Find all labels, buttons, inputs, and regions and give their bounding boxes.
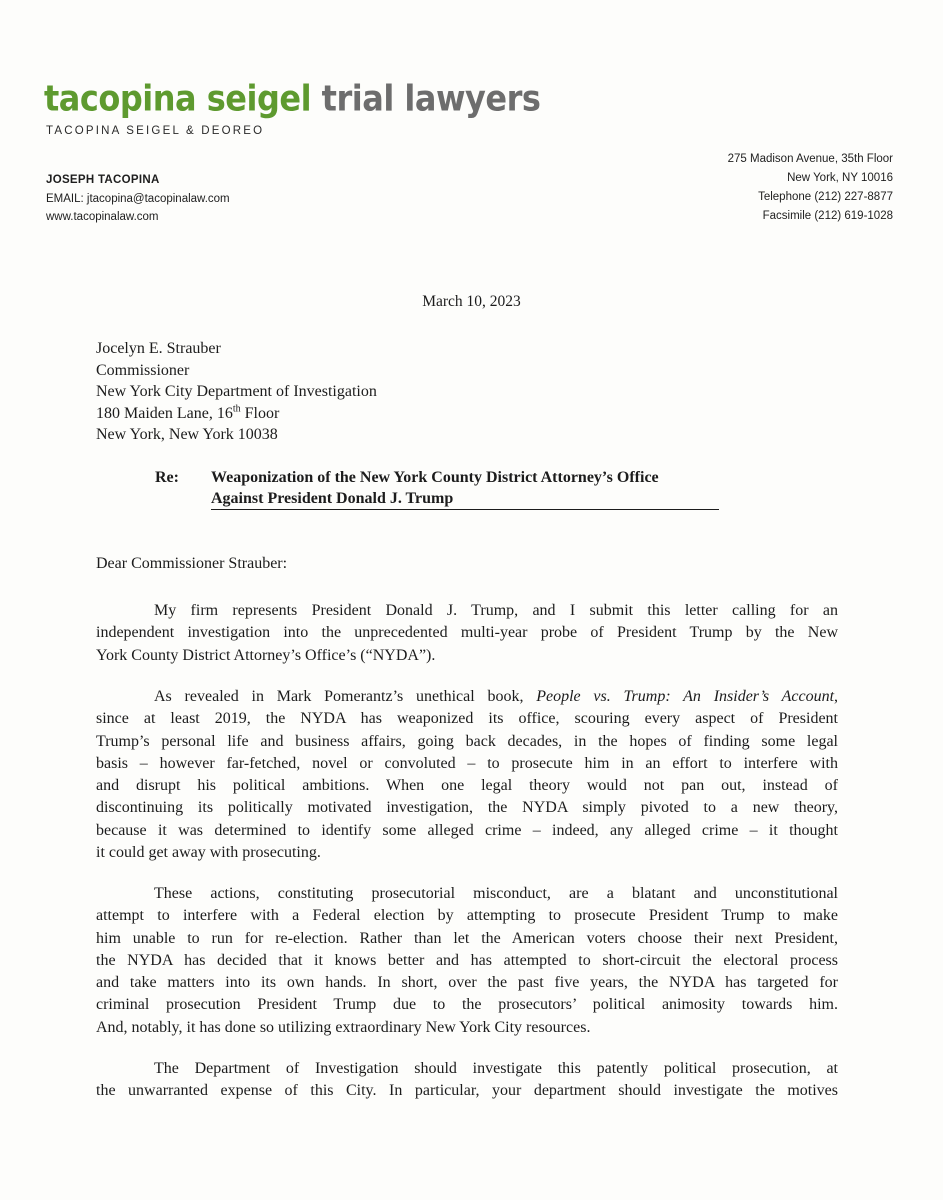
logo-text-secondary: trial lawyers: [321, 76, 541, 120]
street-ordinal: th: [232, 403, 241, 415]
paragraph-line: Trump’s personal life and business affairs, going back decades, in the hopes of finding some legal: [96, 732, 838, 750]
street-text-end: Floor: [240, 404, 280, 422]
paragraph-line: attempt to interfere with a Federal election by attempting to prosecute President Trump to make: [96, 907, 838, 925]
letter-date: March 10, 2023: [422, 293, 521, 310]
firm-name: TACOPINA SEIGEL & DEOREO: [46, 125, 265, 137]
recipient-city: New York, New York 10038: [96, 426, 278, 443]
recipient-organization: New York City Department of Investigation: [96, 383, 377, 400]
paragraph-line: independent investigation into the unprecedented multi-year probe of President Trump by the New: [96, 624, 838, 642]
book-title: People vs. Trump: An Insider’s Account: [536, 688, 835, 705]
subject-text: [211, 467, 719, 510]
paragraph-3: [96, 883, 838, 1039]
paragraph-line: him unable to run for re-election. Rather than let the American voters choose their next President,: [96, 929, 838, 947]
paragraph-line: the unwarranted expense of this City. In particular, your department should investigate the motives: [96, 1082, 838, 1100]
attorney-name: JOSEPH TACOPINA: [46, 174, 160, 186]
attorney-email: EMAIL: jtacopina@tacopinalaw.com: [46, 192, 230, 205]
paragraph-line: These actions, constituting prosecutorial misconduct, are a blatant and unconstitutional: [154, 885, 838, 902]
paragraph-line: [96, 686, 838, 708]
facsimile: Facsimile (212) 619-1028: [762, 210, 893, 222]
street-text: 180 Maiden Lane, 16: [96, 404, 233, 422]
subject-label: Re:: [155, 469, 179, 486]
subject-line-1: Weaponization of the New York County District Attorney’s Office: [211, 469, 659, 486]
salutation: Dear Commissioner Strauber:: [96, 555, 288, 572]
address-line-2: New York, NY 10016: [787, 172, 893, 184]
paragraph-line: since at least 2019, the NYDA has weaponized its office, scouring every aspect of President: [96, 710, 838, 728]
recipient-title: Commissioner: [96, 361, 190, 379]
paragraph-4: [96, 1058, 838, 1103]
address-block: [728, 150, 893, 226]
paragraph-line: and disrupt his political ambitions. When one legal theory would not pan out, instead of: [96, 777, 838, 795]
address-line-1: 275 Madison Avenue, 35th Floor: [727, 153, 893, 165]
firm-logo: [44, 78, 540, 118]
paragraph-line: because it was determined to identify some alleged crime – indeed, any alleged crime – it thought: [96, 821, 838, 839]
paragraph-line: basis – however far-fetched, novel or convoluted – to prosecute him in an effort to interfere with: [96, 754, 838, 772]
paragraph-line: discontinuing its politically motivated investigation, the NYDA simply pivoted to a new theory,: [96, 799, 838, 817]
recipient-block: [96, 338, 377, 446]
paragraph-lead-end: ,: [834, 688, 839, 705]
firm-website: www.tacopinalaw.com: [46, 211, 159, 223]
paragraph-line: My firm represents President Donald J. Trump, and I submit this letter calling for an: [154, 602, 838, 619]
paragraph-line: And, notably, it has done so utilizing extraordinary New York City resources.: [96, 1018, 591, 1036]
paragraph-2: [96, 686, 838, 864]
paragraph-line: and take matters into its own hands. In short, over the past five years, the NYDA has targeted for: [96, 974, 838, 992]
subject-line-2: Against President Donald J. Trump: [211, 488, 719, 510]
paragraph-lead: As revealed in Mark Pomerantz’s unethical book,: [154, 688, 537, 705]
paragraph-line: the NYDA has decided that it knows better and has attempted to short-circuit the electoral process: [96, 951, 838, 969]
paragraph-line: The Department of Investigation should investigate this patently political prosecution, at: [154, 1060, 838, 1077]
recipient-name: Jocelyn E. Strauber: [96, 340, 221, 357]
recipient-street: [96, 403, 377, 425]
paragraph-line: criminal prosecution President Trump due to the prosecutors’ political animosity towards him.: [96, 996, 838, 1014]
paragraph-1: [96, 600, 838, 667]
attorney-block: [46, 171, 230, 227]
paragraph-line: it could get away with prosecuting.: [96, 844, 321, 862]
logo-text-primary: tacopina seigel: [44, 76, 312, 120]
telephone: Telephone (212) 227-8877: [758, 191, 893, 203]
paragraph-line: York County District Attorney’s Office’s (“NYDA”).: [96, 646, 436, 664]
